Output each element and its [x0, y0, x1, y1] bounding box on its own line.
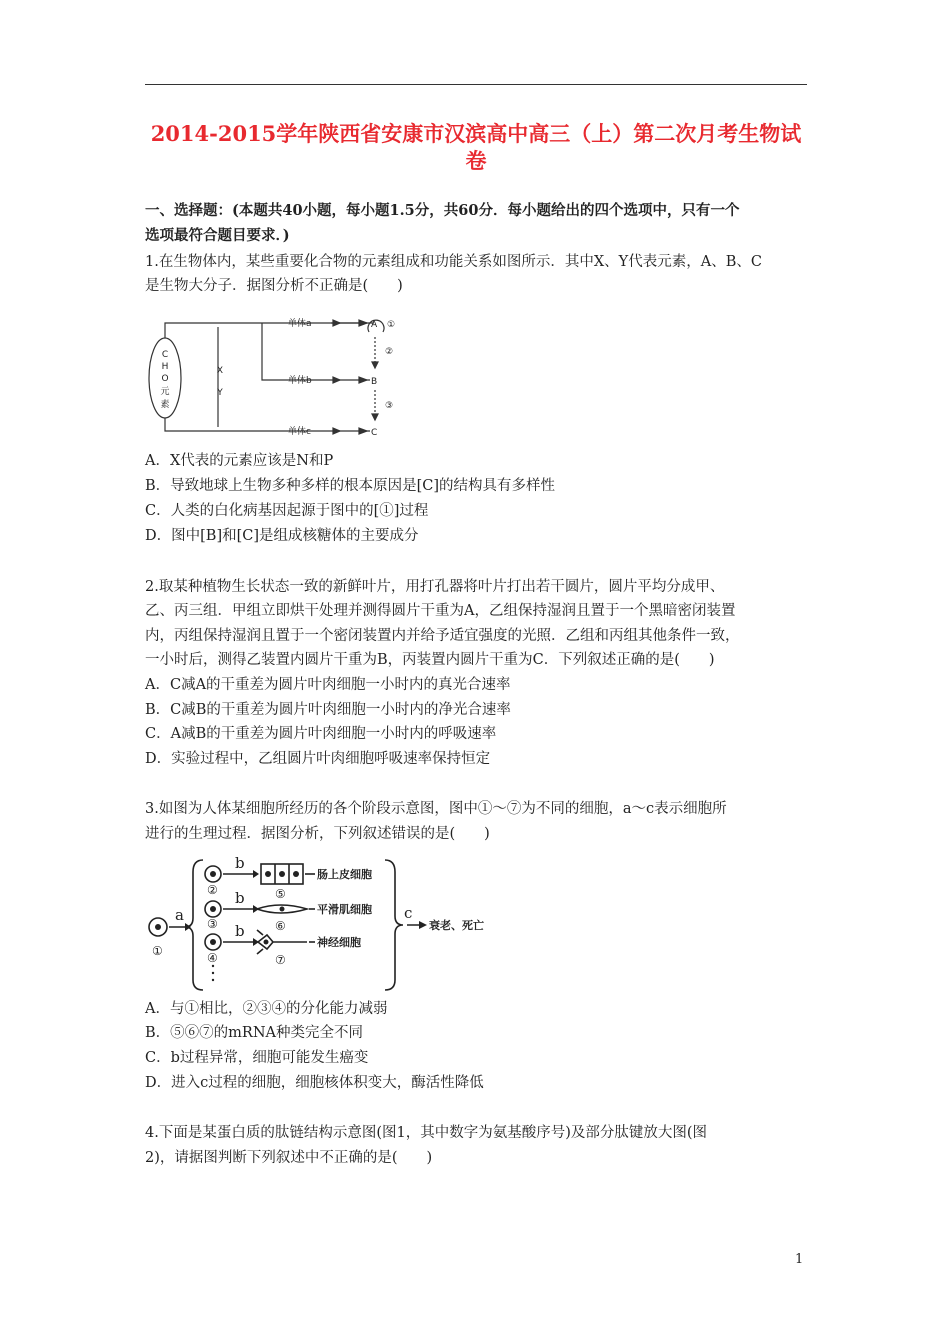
q1-stem-1: 1.在生物体内，某些重要化合物的元素组成和功能关系如图所示．其中X、Y代表元素，A、B、C	[145, 254, 762, 270]
title-line-1: 2014-2015学年陕西省安康市汉滨高中高三（上）第二次月考生物试	[150, 121, 802, 146]
q3-stem-2: 进行的生理过程．据图分析，下列叙述错误的是( )	[145, 826, 490, 842]
header-rule	[145, 84, 807, 85]
product-a: A	[371, 320, 378, 330]
chain-yuan: 元	[160, 387, 170, 397]
section-heading-1: 一、选择题：(本题共40小题，每小题1.5分，共60分．每小题给出的四个选项中，只有一个	[145, 202, 740, 219]
num-2: ②	[207, 883, 218, 897]
label-b-1: b	[235, 854, 245, 872]
exam-title	[145, 120, 807, 174]
q3-option-a: A．与①相比，②③④的分化能力减弱	[145, 1001, 388, 1017]
chain-o: O	[161, 374, 169, 384]
unit-c-label: 单体c	[288, 427, 311, 437]
q2-option-b: B．C减B的干重差为圆片叶肉细胞一小时内的净光合速率	[145, 702, 511, 718]
product-c: C	[371, 428, 378, 438]
q2-option-a: A．C减A的干重差为圆片叶肉细胞一小时内的真光合速率	[145, 677, 511, 693]
label-b-3: b	[235, 922, 245, 940]
chain-h: H	[161, 362, 169, 372]
cell-name-smooth-muscle: 平滑肌细胞	[317, 903, 372, 916]
q2-option-c: C．A减B的干重差为圆片叶肉细胞一小时内的呼吸速率	[145, 726, 497, 742]
q2-stem-4: 一小时后，测得乙装置内圆片干重为B，丙装置内圆片干重为C．下列叙述正确的是( )	[145, 652, 715, 668]
q1-option-d: D．图中[B]和[C]是组成核糖体的主要成分	[145, 528, 419, 544]
num-7: ⑦	[275, 953, 286, 967]
unit-b-label: 单体b	[288, 376, 312, 386]
q3-stem-1: 3.如图为人体某细胞所经历的各个阶段示意图，图中①～⑦为不同的细胞，a～c表示细胞所	[145, 801, 727, 817]
page-number: 1	[795, 1252, 804, 1267]
q1-option-c: C．人类的白化病基因起源于图中的[①]过程	[145, 503, 429, 519]
label-c: c	[404, 904, 413, 922]
line-to-unit-a	[165, 323, 370, 338]
step-1: ①	[387, 320, 396, 330]
label-a: a	[175, 906, 184, 924]
q1-option-a: A．X代表的元素应该是N和P	[145, 453, 334, 469]
num-6: ⑥	[275, 919, 286, 933]
cell-name-neuron: 神经细胞	[317, 936, 361, 949]
product-b: B	[371, 377, 378, 387]
chain-c: C	[161, 350, 169, 360]
title-line-2: 卷	[465, 148, 487, 173]
fate-label: 衰老、死亡	[429, 919, 484, 932]
q2-stem-1: 2.取某种植物生长状态一致的新鲜叶片，用打孔器将叶片打出若干圆片，圆片平均分成甲、	[145, 579, 725, 595]
num-4: ④	[207, 951, 218, 965]
q3-option-d: D．进入c过程的细胞，细胞核体积变大，酶活性降低	[145, 1075, 484, 1091]
q3-option-b: B．⑤⑥⑦的mRNA种类完全不同	[145, 1025, 363, 1041]
q1-stem-2: 是生物大分子．据图分析不正确是( )	[145, 278, 403, 294]
num-5: ⑤	[275, 887, 286, 901]
q1-element-diagram	[145, 310, 410, 442]
label-x: X	[216, 366, 224, 376]
q4-stem-2: 2)，请据图判断下列叙述中不正确的是( )	[145, 1150, 433, 1166]
q2-stem-3: 内，丙组保持湿润且置于一个密闭装置内并给予适宜强度的光照．乙组和丙组其他条件一致，	[145, 628, 740, 644]
q1-option-b: B．导致地球上生物多种多样的根本原因是[C]的结构具有多样性	[145, 478, 556, 494]
label-b-2: b	[235, 889, 245, 907]
step-2: ②	[385, 347, 394, 357]
arrow-to-unit-c	[333, 428, 340, 434]
section-heading-2: 选项最符合题目要求．)	[145, 227, 290, 244]
num-1: ①	[152, 944, 163, 958]
q3-option-c: C．b过程异常，细胞可能发生癌变	[145, 1050, 369, 1066]
label-y: Y	[217, 388, 223, 398]
cell-name-epithelial: 肠上皮细胞	[317, 868, 372, 881]
q4-stem-1: 4.下面是某蛋白质的肽链结构示意图(图1，其中数字为氨基酸序号)及部分肽键放大图(图	[145, 1125, 708, 1141]
line-to-unit-b	[262, 323, 370, 380]
line-to-unit-c	[165, 418, 370, 431]
q3-cell-diagram	[145, 852, 485, 992]
num-3: ③	[207, 917, 218, 931]
chain-su: 素	[160, 400, 170, 410]
step-3: ③	[385, 401, 394, 411]
arrow-to-unit-b	[333, 377, 340, 383]
q2-stem-2: 乙、丙三组．甲组立即烘干处理并测得圆片干重为A，乙组保持湿润且置于一个黑暗密闭装置	[145, 603, 736, 619]
right-brace	[385, 860, 403, 990]
q2-option-d: D．实验过程中，乙组圆片叶肉细胞呼吸速率保持恒定	[145, 751, 491, 767]
unit-a-label: 单体a	[288, 319, 312, 329]
